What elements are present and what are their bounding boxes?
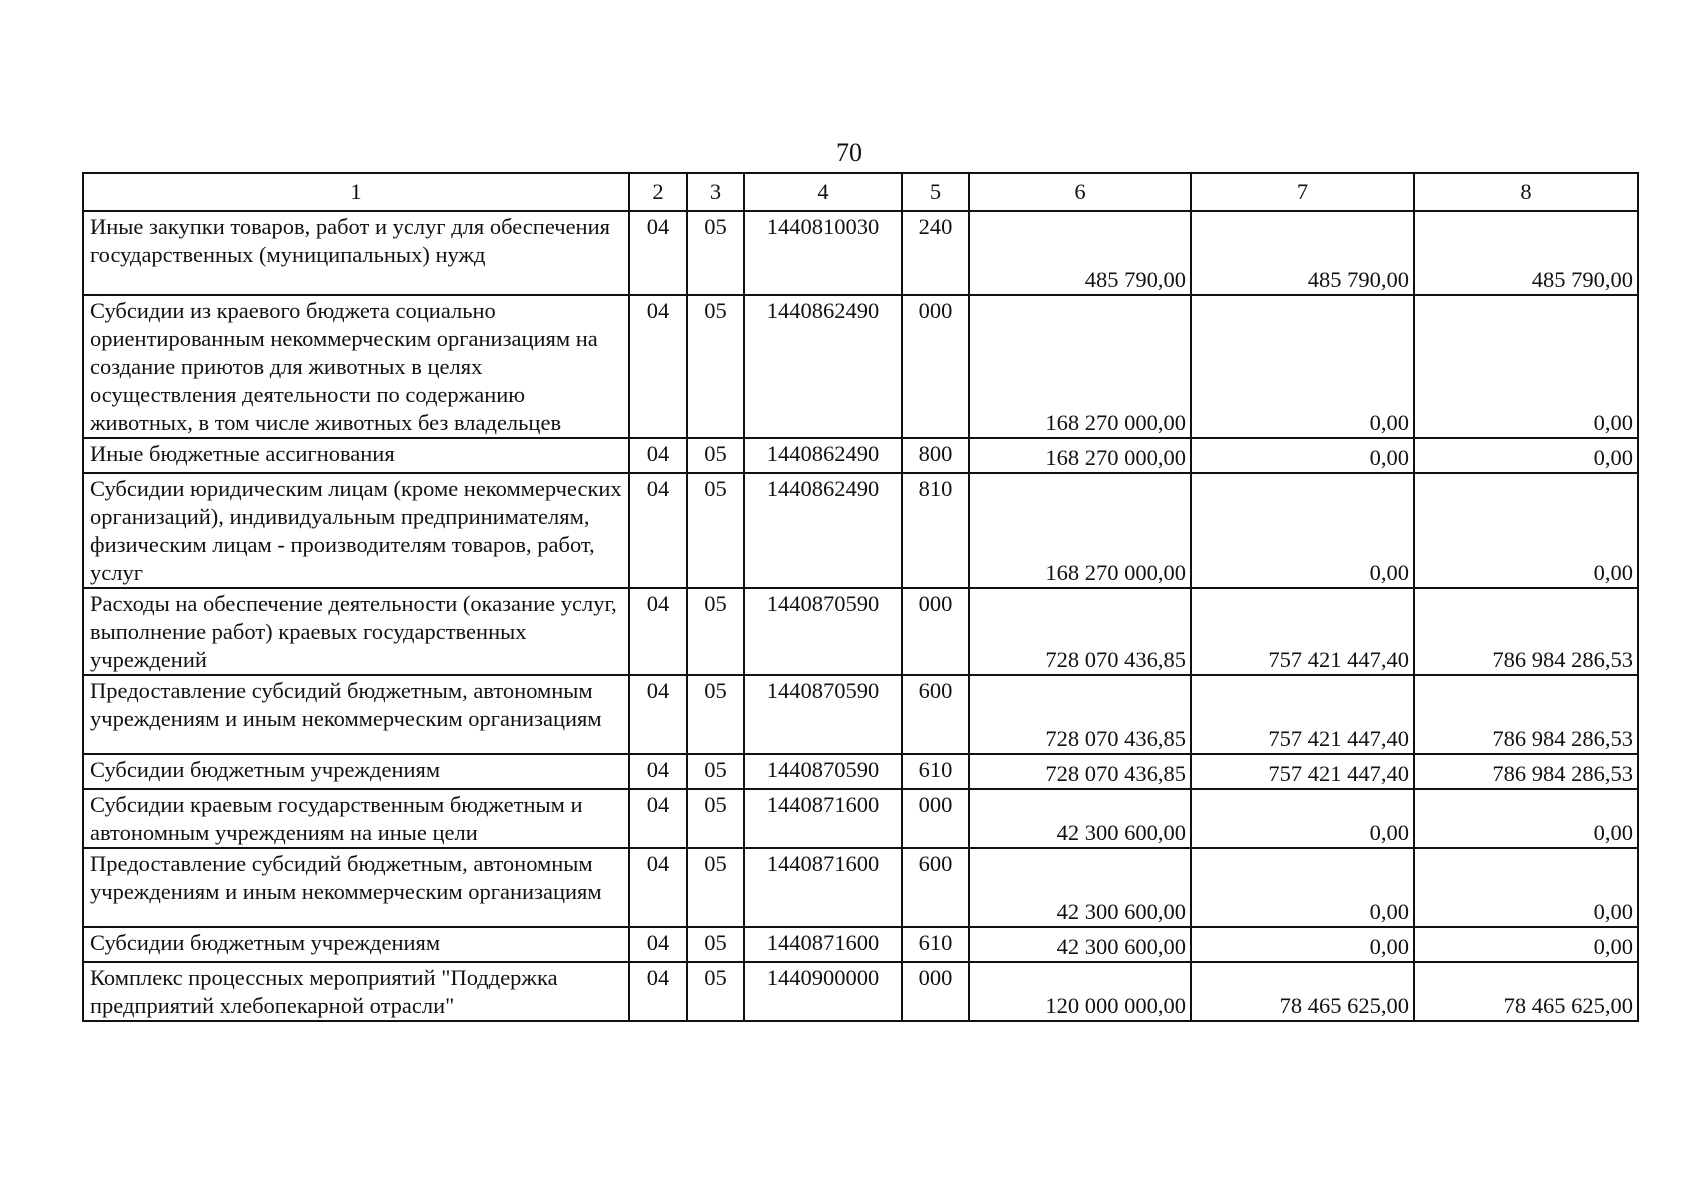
expense-type-code: 610 [902, 754, 969, 789]
amount-col-7: 757 421 447,40 [1191, 754, 1414, 789]
header-col-3: 3 [687, 173, 744, 211]
amount-col-6: 42 300 600,00 [969, 789, 1191, 848]
amount-col-8: 786 984 286,53 [1414, 588, 1638, 675]
table-row [83, 211, 1638, 295]
header-col-8: 8 [1414, 173, 1638, 211]
table-row [83, 438, 1638, 473]
target-article-code: 1440870590 [744, 588, 902, 675]
section-code: 04 [629, 962, 687, 1021]
amount-col-8: 786 984 286,53 [1414, 754, 1638, 789]
amount-col-8: 0,00 [1414, 927, 1638, 962]
subsection-code: 05 [687, 962, 744, 1021]
expense-type-code: 000 [902, 962, 969, 1021]
budget-table [82, 172, 1639, 1022]
section-code: 04 [629, 473, 687, 588]
subsection-code: 05 [687, 438, 744, 473]
amount-col-7: 0,00 [1191, 473, 1414, 588]
item-name: Иные закупки товаров, работ и услуг для обеспечения государственных (муниципальных) нужд [83, 211, 629, 295]
amount-col-6: 728 070 436,85 [969, 588, 1191, 675]
amount-col-7: 0,00 [1191, 848, 1414, 927]
table-row [83, 789, 1638, 848]
expense-type-code: 800 [902, 438, 969, 473]
target-article-code: 1440900000 [744, 962, 902, 1021]
amount-col-6: 485 790,00 [969, 211, 1191, 295]
table-body [83, 211, 1638, 1021]
target-article-code: 1440862490 [744, 295, 902, 438]
table-row [83, 473, 1638, 588]
amount-col-6: 120 000 000,00 [969, 962, 1191, 1021]
expense-type-code: 000 [902, 789, 969, 848]
target-article-code: 1440862490 [744, 438, 902, 473]
section-code: 04 [629, 211, 687, 295]
amount-col-7: 757 421 447,40 [1191, 588, 1414, 675]
amount-col-6: 42 300 600,00 [969, 927, 1191, 962]
item-name: Предоставление субсидий бюджетным, автономным учреждениям и иным некоммерческим организациям [83, 675, 629, 754]
section-code: 04 [629, 588, 687, 675]
amount-col-7: 757 421 447,40 [1191, 675, 1414, 754]
header-col-1: 1 [83, 173, 629, 211]
header-col-4: 4 [744, 173, 902, 211]
amount-col-8: 0,00 [1414, 789, 1638, 848]
header-col-7: 7 [1191, 173, 1414, 211]
header-row [83, 173, 1638, 211]
target-article-code: 1440810030 [744, 211, 902, 295]
target-article-code: 1440862490 [744, 473, 902, 588]
expense-type-code: 000 [902, 295, 969, 438]
expense-type-code: 610 [902, 927, 969, 962]
subsection-code: 05 [687, 927, 744, 962]
amount-col-8: 786 984 286,53 [1414, 675, 1638, 754]
subsection-code: 05 [687, 754, 744, 789]
table-row [83, 927, 1638, 962]
section-code: 04 [629, 754, 687, 789]
expense-type-code: 600 [902, 848, 969, 927]
amount-col-7: 0,00 [1191, 295, 1414, 438]
item-name: Субсидии юридическим лицам (кроме некоммерческих организаций), индивидуальным предпринимателям, физическим лицам - производителям товаров, работ, услуг [83, 473, 629, 588]
item-name: Предоставление субсидий бюджетным, автономным учреждениям и иным некоммерческим организациям [83, 848, 629, 927]
amount-col-7: 485 790,00 [1191, 211, 1414, 295]
section-code: 04 [629, 675, 687, 754]
header-col-5: 5 [902, 173, 969, 211]
amount-col-6: 728 070 436,85 [969, 675, 1191, 754]
section-code: 04 [629, 789, 687, 848]
expense-type-code: 810 [902, 473, 969, 588]
table-row [83, 675, 1638, 754]
subsection-code: 05 [687, 789, 744, 848]
amount-col-7: 0,00 [1191, 789, 1414, 848]
header-col-2: 2 [629, 173, 687, 211]
expense-type-code: 600 [902, 675, 969, 754]
amount-col-8: 0,00 [1414, 295, 1638, 438]
table-row [83, 962, 1638, 1021]
item-name: Расходы на обеспечение деятельности (оказание услуг, выполнение работ) краевых государственных учреждений [83, 588, 629, 675]
page-number: 70 [836, 138, 862, 167]
target-article-code: 1440871600 [744, 927, 902, 962]
item-name: Комплекс процессных мероприятий "Поддержка предприятий хлебопекарной отрасли" [83, 962, 629, 1021]
section-code: 04 [629, 295, 687, 438]
item-name: Иные бюджетные ассигнования [83, 438, 629, 473]
amount-col-8: 0,00 [1414, 473, 1638, 588]
amount-col-8: 0,00 [1414, 438, 1638, 473]
section-code: 04 [629, 848, 687, 927]
table-row [83, 848, 1638, 927]
amount-col-8: 485 790,00 [1414, 211, 1638, 295]
table-row [83, 754, 1638, 789]
header-col-6: 6 [969, 173, 1191, 211]
subsection-code: 05 [687, 848, 744, 927]
expense-type-code: 240 [902, 211, 969, 295]
target-article-code: 1440871600 [744, 848, 902, 927]
table-row [83, 295, 1638, 438]
amount-col-7: 0,00 [1191, 927, 1414, 962]
amount-col-6: 168 270 000,00 [969, 295, 1191, 438]
item-name: Субсидии бюджетным учреждениям [83, 754, 629, 789]
amount-col-7: 78 465 625,00 [1191, 962, 1414, 1021]
subsection-code: 05 [687, 473, 744, 588]
subsection-code: 05 [687, 588, 744, 675]
amount-col-7: 0,00 [1191, 438, 1414, 473]
subsection-code: 05 [687, 211, 744, 295]
amount-col-8: 78 465 625,00 [1414, 962, 1638, 1021]
target-article-code: 1440870590 [744, 675, 902, 754]
target-article-code: 1440871600 [744, 789, 902, 848]
subsection-code: 05 [687, 675, 744, 754]
section-code: 04 [629, 438, 687, 473]
item-name: Субсидии из краевого бюджета социально ориентированным некоммерческим организациям на создание приютов для животных в целях осуществления деятельности по содержанию животных, в том числе животных без владельцев [83, 295, 629, 438]
amount-col-6: 168 270 000,00 [969, 473, 1191, 588]
item-name: Субсидии краевым государственным бюджетным и автономным учреждениям на иные цели [83, 789, 629, 848]
table-row [83, 588, 1638, 675]
subsection-code: 05 [687, 295, 744, 438]
amount-col-6: 168 270 000,00 [969, 438, 1191, 473]
section-code: 04 [629, 927, 687, 962]
item-name: Субсидии бюджетным учреждениям [83, 927, 629, 962]
expense-type-code: 000 [902, 588, 969, 675]
amount-col-6: 42 300 600,00 [969, 848, 1191, 927]
amount-col-8: 0,00 [1414, 848, 1638, 927]
target-article-code: 1440870590 [744, 754, 902, 789]
table-header [83, 173, 1638, 211]
amount-col-6: 728 070 436,85 [969, 754, 1191, 789]
